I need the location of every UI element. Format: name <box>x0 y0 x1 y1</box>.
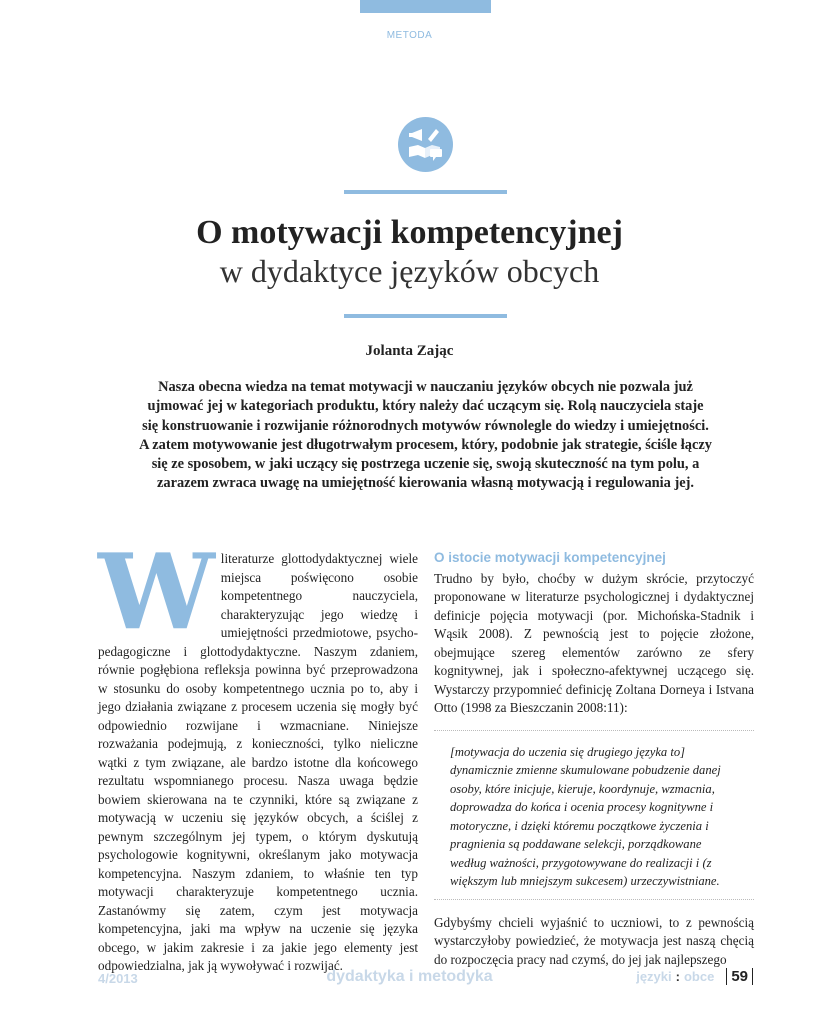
footer-issue: 4/2013 <box>98 971 138 986</box>
paragraph-2: Gdybyśmy chcieli wyjaśnić to uczniowi, to z pewnością wystarczyłoby powiedzieć, że motywacja jest naszą chęcią do rozpoczęcia pracy nad czymś, do jej jak najlepszego <box>434 914 754 967</box>
magazine-name-part1: języki <box>636 969 672 984</box>
block-quote: [motywacja do uczenia się drugiego języka to] dynamicznie zmienne skumulowane pobudzenie danej osoby, które inicjuje, kieruje, koordynuje, wzmacnia, doprowadza do końca i ocenia procesy kognitywne i motoryczne, i dzięki któremu początkowe życzenia i pragnienia są poddawane selekcji, porządkowane według ważności, przygotowywane do realizacji i (z większym lub mniejszym sukcesem) urzeczywistniane. <box>434 730 754 900</box>
paragraph-1: Trudno by było, choćby w dużym skrócie, przytoczyć proponowane w literaturze psychologicznej i dydaktycznej definicje pojęcia motywacji (por. Michońska-Stadnik i Wąsik 2008). Z pewnością jest to pojęcie złożone, obejmujące szereg elementów zarówno ze sfery kognitywnej, jak i społeczno-afektywnej uczącego się. Wystarczy przypomnieć definicję Zoltana Dorneya i Istvana Otto (1998 za Bieszczanin 2008:11): <box>434 570 754 715</box>
section-logo <box>398 117 453 172</box>
abstract: Nasza obecna wiedza na temat motywacji w nauczaniu języków obcych nie pozwala już ujmować jej w kategoriach produktu, który należy dać uczącym się. Rolą nauczyciela staje się konstruowanie i rozwijanie różnorodnych motywów równolegle do wiedzy i umiejętności. A zatem motywowanie jest długotrwałym procesem, który, podobnie jak strategie, ściśle łączy się ze sposobem, w jaki uczący się postrzega uczenie się, swoją skuteczność na tym polu, a zarazem zwraca uwagę na umiejętność kierowania własną motywacją i regulowania jej. <box>139 379 712 492</box>
magazine-name-part2: obce <box>683 969 715 984</box>
page-number: 59 <box>726 968 753 985</box>
right-column <box>434 549 754 969</box>
footer-magazine <box>636 968 753 985</box>
left-column-text: literaturze glottodydaktycznej wiele miejsca poświęcono osobie kompetentnego nauczyciela, charakteryzując jego wiedzę i umiejętności przedmiotowe, psycho-pedagogiczne i glottodydaktyczne. Naszym zdaniem, równie pogłębiona refleksja powinna być przeprowadzona w stosunku do osoby kompetentnego ucznia po to, aby i jego działania związane z procesem uczenia się mogły być odpowiednio rozwijane i wzmacniane. Niniejsze rozważania podejmują, z konieczności, tylko nieliczne wątki z tym związane, ale bardzo istotne dla końcowego rezultatu wspomnianego procesu. Nasza uwaga będzie bowiem skierowana na te czynniki, które są związane z motywacją w uczeniu się języków obcych, a ściślej z pewnym szczególnym jej typem, o którym dyskutują psychologowie kognitywni, określanym jako motywacja kompetencyjna. Naszym zdaniem, to właśnie ten typ motywacji charakteryzuje kompetentnego ucznia. Zastanówmy się zatem, czym jest motywacja kompetencyjna, jaki ma wpływ na uczenie się języka obcego, w jakim zakresie i za jakie jego elementy jest odpowiedzialna, jak ją wywoływać i rozwijać. <box>98 551 418 973</box>
article-title: O motywacji kompetencyjnej <box>196 214 623 251</box>
section-label: METODA <box>386 30 433 41</box>
article-subtitle: w dydaktyce języków obcych <box>219 253 600 289</box>
section-heading: O istocie motywacji kompetencyjnej <box>434 550 666 565</box>
megaphone-book-icon <box>398 117 453 172</box>
author-name: Jolanta Zając <box>365 343 454 359</box>
drop-cap: W <box>98 530 215 653</box>
left-column <box>98 530 418 976</box>
magazine-separator: : <box>675 969 680 984</box>
footer-section: dydaktyka i metodyka <box>326 968 493 985</box>
title-rule-bottom <box>344 314 507 318</box>
top-accent-bar <box>360 0 491 13</box>
title-rule-top <box>344 190 507 194</box>
